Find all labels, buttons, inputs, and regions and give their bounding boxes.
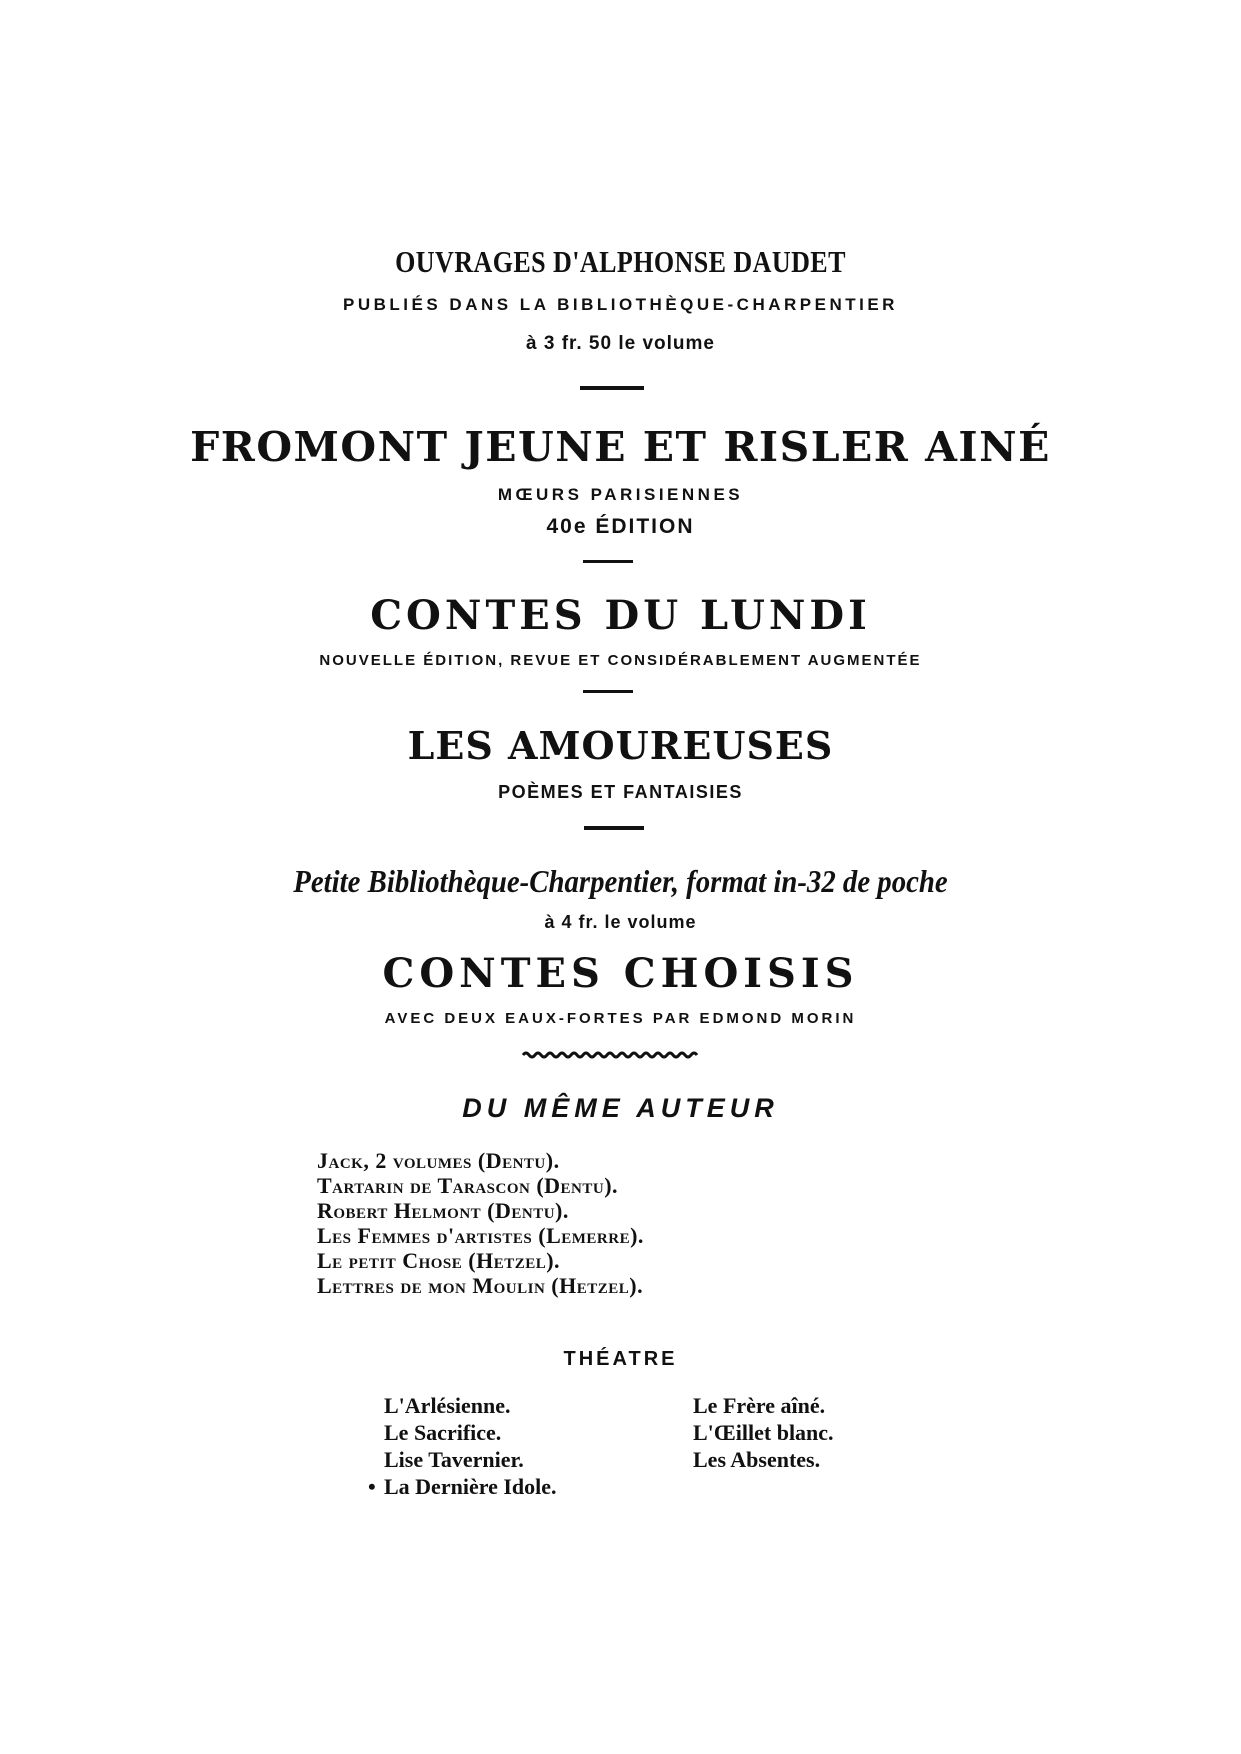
bullet-icon: •: [368, 1474, 376, 1499]
publisher-heading: OUVRAGES D'ALPHONSE DAUDET: [395, 244, 846, 279]
list-item: Lise Tavernier.: [384, 1447, 524, 1472]
list-item: Lettres de mon Moulin (Hetzel).: [317, 1273, 644, 1298]
price-note: à 4 fr. le volume: [544, 912, 697, 932]
publisher-subtitle: PUBLIÉS DANS LA BIBLIOTHÈQUE-CHARPENTIER: [343, 295, 898, 314]
list-item: L'Arlésienne.: [384, 1393, 511, 1418]
list-item: Tartarin de Tarascon (Dentu).: [317, 1173, 619, 1198]
work-title: CONTES DU LUNDI: [370, 592, 871, 639]
list-item: Le Frère aîné.: [693, 1393, 826, 1418]
section-heading: THÉATRE: [563, 1348, 678, 1370]
collection-note: Petite Bibliothèque-Charpentier, format in-32 de poche: [293, 863, 948, 899]
list-item: L'Œillet blanc.: [693, 1420, 834, 1445]
list-item: Les Femmes d'artistes (Lemerre).: [317, 1223, 644, 1248]
theatre-list-left: [368, 1392, 557, 1500]
work-edition: 40e ÉDITION: [546, 515, 695, 538]
work-subtitle: MŒURS PARISIENNES: [497, 485, 744, 504]
list-item: Robert Helmont (Dentu).: [317, 1198, 569, 1223]
theatre-list-right: [693, 1392, 834, 1473]
list-item: Le petit Chose (Hetzel).: [317, 1248, 561, 1273]
work-title: FROMONT JEUNE ET RISLER AINÉ: [190, 423, 1051, 471]
divider-rule: [580, 386, 644, 390]
divider-rule: [583, 690, 633, 693]
wavy-divider: [0, 1050, 1241, 1060]
divider-rule: [584, 826, 644, 830]
work-title: CONTES CHOISIS: [382, 950, 859, 997]
work-title: LES AMOUREUSES: [407, 723, 834, 768]
work-subtitle: AVEC DEUX EAUX-FORTES PAR EDMOND MORIN: [384, 1010, 857, 1027]
same-author-list: [317, 1148, 644, 1298]
divider-rule: [583, 560, 633, 563]
list-item: Jack, 2 volumes (Dentu).: [317, 1148, 560, 1173]
list-item: Le Sacrifice.: [384, 1420, 502, 1445]
price-note: à 3 fr. 50 le volume: [526, 333, 715, 354]
list-item: [368, 1473, 557, 1500]
work-subtitle: POÈMES ET FANTAISIES: [498, 782, 743, 802]
list-item-label: La Dernière Idole.: [384, 1474, 557, 1499]
section-heading: DU MÊME AUTEUR: [462, 1093, 779, 1123]
list-item: Les Absentes.: [693, 1447, 821, 1472]
work-subtitle: NOUVELLE ÉDITION, REVUE ET CONSIDÉRABLEMENT AUGMENTÉE: [319, 652, 922, 669]
